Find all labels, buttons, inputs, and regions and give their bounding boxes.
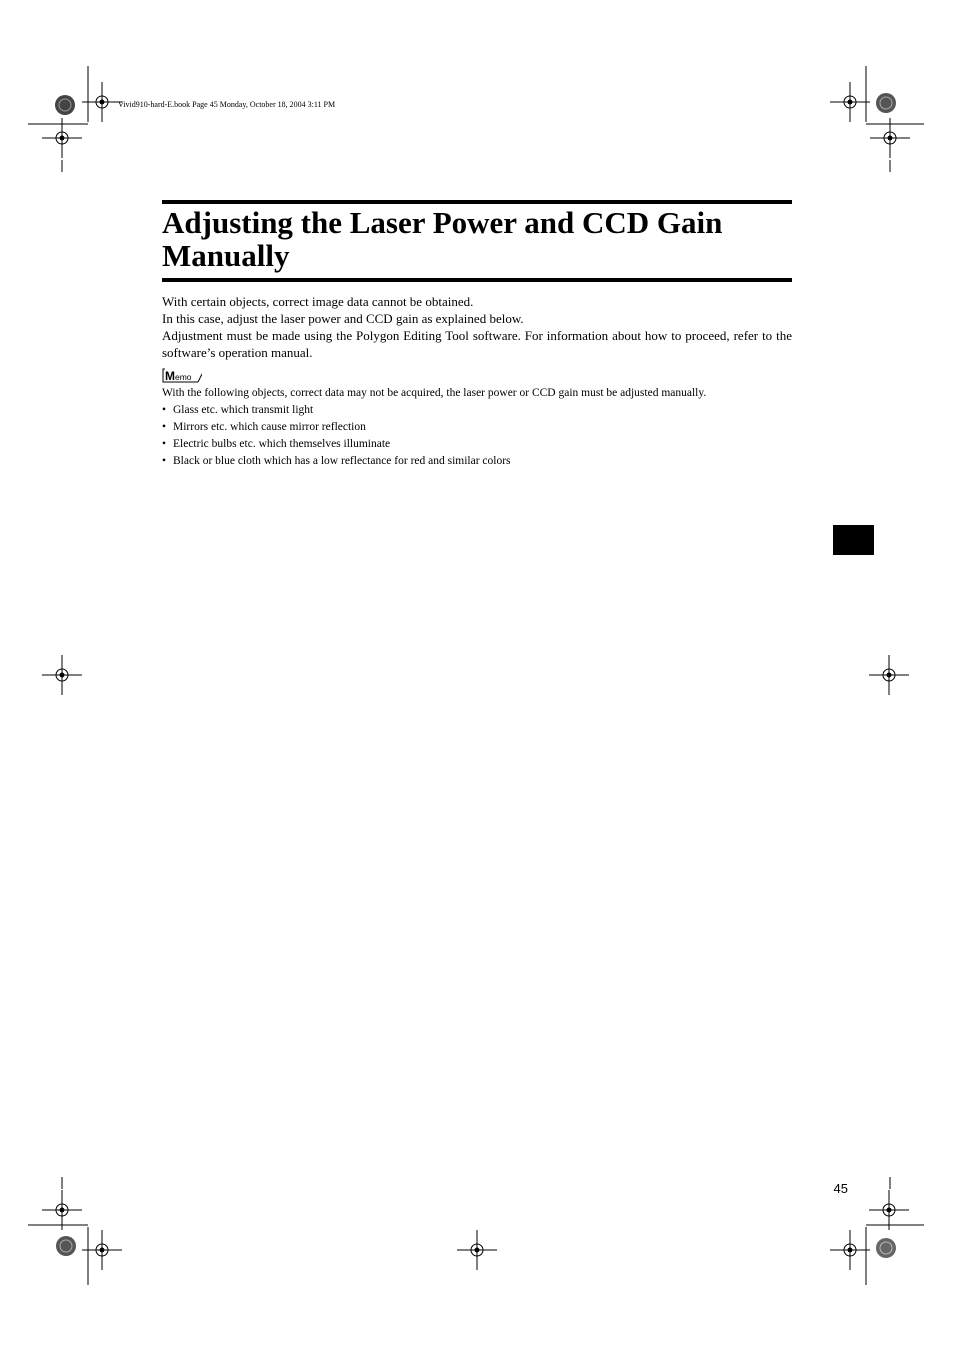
- crop-line-icon: [820, 0, 954, 175]
- memo-icon-label: M: [165, 369, 175, 383]
- title-rule-top: [162, 200, 792, 204]
- page-number: 45: [833, 1181, 848, 1196]
- body-text: [162, 293, 792, 361]
- page-title-line-2: Manually: [162, 238, 290, 273]
- page-title-line-1: Adjusting the Laser Power and CCD Gain: [162, 205, 723, 240]
- print-header: Vivid910-hard-E.book Page 45 Monday, October 18, 2004 3:11 PM: [118, 100, 336, 109]
- crop-line-icon: [820, 1175, 954, 1351]
- list-item: • Glass etc. which transmit light: [162, 402, 792, 419]
- body-paragraph: With certain objects, correct image data cannot be obtained.: [162, 294, 474, 309]
- list-item: • Mirrors etc. which cause mirror reflection: [162, 419, 792, 436]
- title-rule-bottom: [162, 278, 792, 282]
- memo-box: [162, 385, 792, 470]
- crop-line-icon: [0, 0, 130, 175]
- page-title: [162, 206, 792, 272]
- body-paragraph: Adjustment must be made using the Polygon Editing Tool software. For information about how to proceed, refer to the software’s operation manual.: [162, 328, 792, 360]
- memo-icon: [162, 368, 202, 383]
- body-paragraph: In this case, adjust the laser power and CCD gain as explained below.: [162, 311, 524, 326]
- memo-icon-label-rest: emo: [175, 372, 192, 382]
- memo-list: [162, 402, 792, 470]
- list-item: • Electric bulbs etc. which themselves illuminate: [162, 436, 792, 453]
- memo-intro: With the following objects, correct data may not be acquired, the laser power or CCD gain must be adjusted manually.: [162, 387, 707, 399]
- list-item: • Black or blue cloth which has a low reflectance for red and similar colors: [162, 453, 792, 470]
- crosshair-mark-icon: [42, 655, 82, 695]
- crosshair-mark-icon: [869, 655, 909, 695]
- crosshair-mark-icon: [457, 1230, 497, 1270]
- crop-line-icon: [0, 1175, 130, 1351]
- chapter-side-tab: [833, 525, 874, 555]
